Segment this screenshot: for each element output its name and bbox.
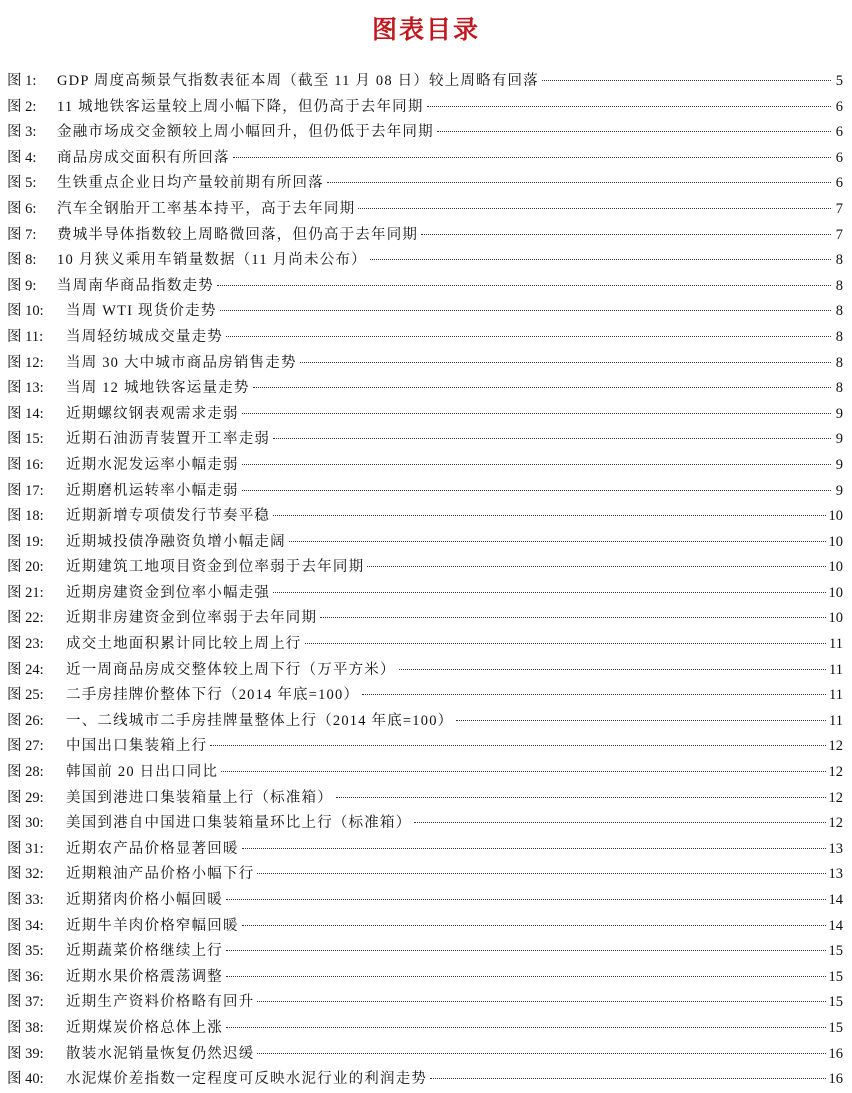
toc-entry[interactable]	[7, 658, 843, 684]
figure-label: 图 34:	[7, 917, 44, 934]
figure-title[interactable]: 近期建筑工地项目资金到位率弱于去年同期	[66, 559, 365, 576]
figure-label: 图 19:	[7, 533, 44, 550]
toc-entry[interactable]	[7, 197, 843, 223]
toc-entry[interactable]	[7, 402, 843, 428]
page-number: 10	[828, 610, 843, 627]
dot-leader	[257, 1053, 825, 1054]
page-number: 6	[835, 124, 843, 141]
figure-title[interactable]: 近期水泥发运率小幅走弱	[66, 456, 239, 473]
toc-entry[interactable]	[7, 632, 843, 658]
toc-entry[interactable]	[7, 453, 843, 479]
page-number: 16	[828, 1071, 843, 1088]
toc-entry[interactable]	[7, 606, 843, 632]
figure-title[interactable]: 近期煤炭价格总体上涨	[66, 1019, 223, 1036]
page-number: 15	[828, 968, 843, 985]
page-number: 8	[835, 380, 843, 397]
figure-label: 图 28:	[7, 764, 44, 781]
figure-label: 图 7:	[7, 226, 37, 243]
toc-entry[interactable]	[7, 69, 843, 95]
dot-leader	[399, 669, 826, 670]
figure-title[interactable]: 散装水泥销量恢复仍然迟缓	[66, 1045, 255, 1062]
toc-entry[interactable]	[7, 837, 843, 863]
figure-title[interactable]: 美国到港自中国进口集装箱量环比上行（标准箱）	[66, 815, 412, 832]
figure-label: 图 33:	[7, 892, 44, 908]
figure-label: 图 37:	[7, 994, 44, 1011]
dot-leader	[273, 438, 831, 439]
page-number: 6	[835, 98, 843, 115]
dot-leader	[253, 387, 831, 388]
page-number: 9	[835, 482, 843, 499]
dot-leader	[242, 413, 831, 414]
page-number: 15	[828, 943, 843, 960]
figure-title[interactable]: 当周 30 大中城市商品房销售走势	[66, 354, 297, 371]
figure-title[interactable]: 二手房挂牌价整体下行（2014 年底=100）	[66, 687, 360, 704]
figure-title[interactable]: 近期水果价格震荡调整	[66, 968, 223, 985]
figure-label: 图 31:	[7, 840, 44, 857]
figure-label: 图 24:	[7, 661, 44, 678]
figure-list	[7, 69, 843, 1093]
page-number: 6	[835, 149, 843, 166]
figure-label: 图 2:	[7, 98, 37, 115]
figure-title[interactable]: 11 城地铁客运量较上周小幅下降，但仍高于去年同期	[57, 98, 424, 115]
toc-entry[interactable]	[7, 325, 843, 351]
figure-label: 图 18:	[7, 508, 44, 525]
figure-label: 图 20:	[7, 559, 44, 576]
figure-label: 图 30:	[7, 815, 44, 832]
dot-leader	[367, 566, 825, 567]
figure-title[interactable]: 中国出口集装箱上行	[66, 738, 208, 755]
toc-entry[interactable]	[7, 683, 843, 709]
dot-leader	[226, 976, 826, 977]
dot-leader	[226, 950, 826, 951]
dot-leader	[437, 131, 831, 132]
page-number: 11	[829, 636, 843, 653]
dot-leader	[242, 848, 826, 849]
toc-entry[interactable]	[7, 939, 843, 965]
dot-leader	[370, 259, 831, 260]
page-number: 11	[829, 687, 843, 704]
dot-leader	[242, 925, 826, 926]
page-number: 5	[835, 73, 843, 89]
dot-leader	[327, 182, 831, 183]
figure-title[interactable]: 韩国前 20 日出口同比	[66, 764, 219, 781]
figure-label: 图 1:	[7, 73, 37, 89]
toc-entry[interactable]	[7, 888, 843, 914]
figure-label: 图 27:	[7, 738, 44, 755]
figure-label: 图 38:	[7, 1019, 44, 1036]
figure-title[interactable]: 近期石油沥青装置开工率走弱	[66, 431, 271, 448]
figure-title[interactable]: 生铁重点企业日均产量较前期有所回落	[57, 175, 324, 192]
page-number: 6	[835, 175, 843, 192]
figure-label: 图 39:	[7, 1045, 44, 1062]
toc-entry[interactable]	[7, 990, 843, 1016]
toc-entry[interactable]	[7, 427, 843, 453]
page-number: 14	[828, 892, 843, 908]
page-number: 15	[828, 994, 843, 1011]
toc-entry[interactable]	[7, 530, 843, 556]
page-number: 8	[835, 303, 843, 320]
figure-label: 图 6:	[7, 200, 37, 217]
toc-entry[interactable]	[7, 248, 843, 274]
dot-leader	[273, 592, 825, 593]
toc-entry[interactable]	[7, 734, 843, 760]
figure-label: 图 5:	[7, 175, 37, 192]
figure-title[interactable]: 水泥煤价差指数一定程度可反映水泥行业的利润走势	[66, 1071, 428, 1088]
page-number: 7	[835, 226, 843, 243]
page-number: 9	[835, 431, 843, 448]
figure-title[interactable]: 近期城投债净融资负增小幅走阔	[66, 533, 286, 550]
page-number: 13	[828, 840, 843, 857]
toc-entry[interactable]	[7, 504, 843, 530]
figure-label: 图 15:	[7, 431, 44, 448]
toc-entry[interactable]	[7, 760, 843, 786]
figure-title[interactable]: 当周 12 城地铁客运量走势	[66, 380, 250, 397]
dot-leader	[542, 80, 831, 81]
figure-label: 图 16:	[7, 456, 44, 473]
toc-entry[interactable]	[7, 965, 843, 991]
figure-label: 图 3:	[7, 124, 37, 141]
figure-title[interactable]: 当周 WTI 现货价走势	[66, 303, 217, 320]
figure-title[interactable]: 近期非房建资金到位率弱于去年同期	[66, 610, 318, 627]
page-number: 15	[828, 1019, 843, 1036]
page-title: 图表目录	[371, 15, 480, 44]
figure-title[interactable]: 金融市场成交金额较上周小幅回升，但仍低于去年同期	[57, 124, 434, 141]
toc-entry[interactable]	[7, 351, 843, 377]
figure-title[interactable]: 近期蔬菜价格继续上行	[66, 943, 223, 960]
page-number: 14	[828, 917, 843, 934]
toc-entry[interactable]	[7, 914, 843, 940]
page-number: 10	[828, 559, 843, 576]
toc-entry[interactable]	[7, 274, 843, 300]
figure-title[interactable]: 成交土地面积累计同比较上周上行	[66, 636, 302, 653]
toc-entry[interactable]	[7, 862, 843, 888]
page-number: 10	[828, 533, 843, 550]
toc-entry[interactable]	[7, 171, 843, 197]
figure-label: 图 4:	[7, 149, 37, 166]
figure-label: 图 29:	[7, 789, 44, 806]
page-number: 9	[835, 456, 843, 473]
dot-leader	[427, 106, 831, 107]
figure-title[interactable]: 近期生产资料价格略有回升	[66, 994, 255, 1011]
dot-leader	[226, 336, 831, 337]
dot-leader	[300, 362, 831, 363]
toc-entry[interactable]	[7, 1016, 843, 1042]
figure-title[interactable]: 近一周商品房成交整体较上周下行（万平方米）	[66, 661, 396, 678]
toc-entry[interactable]	[7, 223, 843, 249]
dot-leader	[257, 873, 825, 874]
toc-entry[interactable]	[7, 786, 843, 812]
figure-title[interactable]: 当周南华商品指数走势	[57, 277, 214, 294]
page-number: 13	[828, 866, 843, 883]
dot-leader	[358, 208, 831, 209]
figure-label: 图 14:	[7, 405, 44, 422]
figure-label: 图 32:	[7, 866, 44, 883]
dot-leader	[273, 515, 825, 516]
figure-title[interactable]: 汽车全钢胎开工率基本持平，高于去年同期	[57, 200, 356, 217]
dot-leader	[226, 899, 826, 900]
page-number: 11	[829, 661, 843, 678]
figure-label: 图 23:	[7, 636, 44, 653]
dot-leader	[414, 822, 825, 823]
toc-entry[interactable]	[7, 120, 843, 146]
dot-leader	[242, 490, 831, 491]
dot-leader	[221, 771, 825, 772]
figure-title[interactable]: 近期牛羊肉价格窄幅回暖	[66, 917, 239, 934]
figure-title[interactable]: 近期螺纹钢表观需求走弱	[66, 405, 239, 422]
figure-label: 图 25:	[7, 687, 44, 704]
page-number: 8	[835, 328, 843, 345]
figure-title[interactable]: 近期房建资金到位率小幅走强	[66, 584, 271, 601]
dot-leader	[362, 694, 826, 695]
figure-label: 图 17:	[7, 482, 44, 499]
page-number: 9	[835, 405, 843, 422]
figure-label: 图 21:	[7, 584, 44, 601]
figure-label: 图 40:	[7, 1071, 44, 1088]
dot-leader	[336, 797, 826, 798]
dot-leader	[257, 1001, 825, 1002]
figure-label: 图 11:	[7, 328, 44, 345]
dot-leader	[220, 310, 831, 311]
figure-title[interactable]: 近期粮油产品价格小幅下行	[66, 866, 255, 883]
page-number: 8	[835, 252, 843, 269]
figure-title[interactable]: 近期新增专项债发行节奏平稳	[66, 508, 271, 525]
toc-entry[interactable]	[7, 1067, 843, 1093]
figure-title[interactable]: 商品房成交面积有所回落	[57, 149, 230, 166]
figure-label: 图 26:	[7, 712, 44, 729]
page-number: 12	[828, 738, 843, 755]
toc-entry[interactable]	[7, 581, 843, 607]
dot-leader	[242, 464, 831, 465]
toc-entry[interactable]	[7, 376, 843, 402]
figure-title[interactable]: 近期猪肉价格小幅回暖	[66, 892, 223, 908]
page-number: 11	[829, 712, 843, 729]
figure-title[interactable]: 10 月狭义乘用车销量数据（11 月尚未公布）	[57, 252, 367, 269]
figure-label: 图 22:	[7, 610, 44, 627]
toc-entry[interactable]	[7, 811, 843, 837]
figure-label: 图 8:	[7, 252, 37, 269]
dot-leader	[217, 285, 831, 286]
page-number: 8	[835, 277, 843, 294]
toc-entry[interactable]	[7, 479, 843, 505]
toc-entry[interactable]	[7, 299, 843, 325]
toc-entry[interactable]	[7, 709, 843, 735]
page-number: 12	[828, 815, 843, 832]
dot-leader	[421, 234, 831, 235]
toc-entry[interactable]	[7, 146, 843, 172]
dot-leader	[289, 541, 826, 542]
figure-label: 图 36:	[7, 968, 44, 985]
dot-leader	[456, 720, 826, 721]
figure-label: 图 10:	[7, 303, 44, 320]
dot-leader	[305, 643, 827, 644]
figure-title[interactable]: 近期磨机运转率小幅走弱	[66, 482, 239, 499]
figure-label: 图 9:	[7, 277, 37, 294]
figure-title[interactable]: 费城半导体指数较上周略微回落，但仍高于去年同期	[57, 226, 419, 243]
page-number: 10	[828, 584, 843, 601]
figure-label: 图 12:	[7, 354, 44, 371]
figure-title[interactable]: 一、二线城市二手房挂牌量整体上行（2014 年底=100）	[66, 712, 454, 729]
dot-leader	[226, 1027, 826, 1028]
figure-title[interactable]: 近期农产品价格显著回暖	[66, 840, 239, 857]
toc-entry[interactable]	[7, 95, 843, 121]
dot-leader	[320, 617, 825, 618]
toc-entry[interactable]	[7, 1042, 843, 1068]
page-number: 12	[828, 764, 843, 781]
figure-label: 图 35:	[7, 943, 44, 960]
dot-leader	[233, 157, 831, 158]
page-number: 12	[828, 789, 843, 806]
figure-title[interactable]: 当周轻纺城成交量走势	[66, 328, 223, 345]
page-number: 10	[828, 508, 843, 525]
page-number: 8	[835, 354, 843, 371]
figure-label: 图 13:	[7, 380, 44, 397]
figure-title[interactable]: GDP 周度高频景气指数表征本周（截至 11 月 08 日）较上周略有回落	[57, 73, 539, 89]
page-number: 7	[835, 200, 843, 217]
toc-entry[interactable]	[7, 555, 843, 581]
figure-title[interactable]: 美国到港进口集装箱量上行（标准箱）	[66, 789, 333, 806]
dot-leader	[210, 745, 825, 746]
page-number: 16	[828, 1045, 843, 1062]
dot-leader	[430, 1078, 825, 1079]
